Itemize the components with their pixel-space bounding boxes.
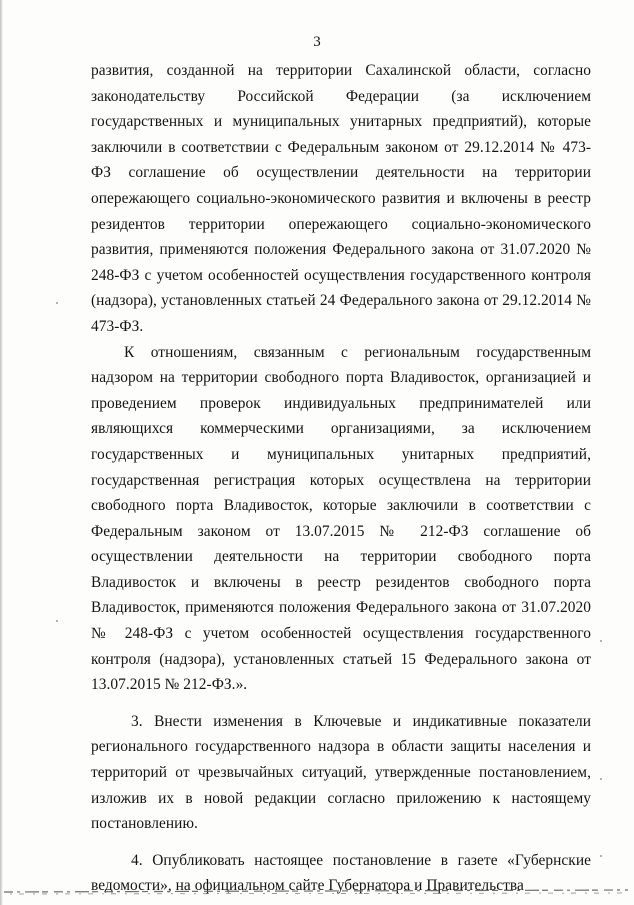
paragraph-item-4: 4. Опубликовать настоящее постановление в газете «Губернские ведомости», на официальном сайте Губернатора и Правительства <box>91 851 591 895</box>
paragraph-free-port: К отношениям, связанным с региональным государственным надзором на территории свободного порта Владивосток, организацией и проведением проверок индивидуальных предпринимателей или являющихся коммерческими организациями, за исключением государственных и муниципальных унитарных предприятий, государственная регистрация которых осуществлена на территории свободного порта Владивосток, которые заключили в соответствии с Федеральным законом от 13.07.2015 № 212-ФЗ соглашение об осуществлении деятельности на территории свободного порта Владивосток и включены в реестр резидентов свободного порта Владивосток, применяются положения Федерального закона от 31.07.2020 № 248-ФЗ с учетом особенностей осуществления государственного контроля (надзора), установленных статьей 15 Федерального закона от 13.07.2015 № 212-ФЗ.». <box>91 343 591 694</box>
scan-speck <box>56 620 58 622</box>
paragraph-continuation: развития, созданной на территории Сахалинской области, согласно законодательству Российской Федерации (за исключением государственных и муниципальных унитарных предприятий), которые заключили в соответствии с Федеральным законом от 29.12.2014 № 473-ФЗ соглашение об осуществлении деятельности на территории опережающего социально-экономического развития и включены в реестр резидентов территории опережающего социально-экономического развития, применяются положения Федерального закона от 31.07.2020 № 248-ФЗ с учетом особенностей осуществления государственного контроля (надзора), установленных статьей 24 Федерального закона от 29.12.2014 № 473-ФЗ. <box>91 62 591 335</box>
scan-speck <box>600 855 602 857</box>
scan-speck <box>600 778 602 780</box>
scan-speck <box>600 640 602 642</box>
page-number: 3 <box>313 34 321 50</box>
scan-bottom-artifact <box>0 885 634 897</box>
document-body <box>91 58 591 899</box>
scan-speck <box>56 302 58 304</box>
scan-left-edge <box>0 0 3 905</box>
paragraph-item-3: 3. Внести изменения в Ключевые и индикативные показатели регионального государственного надзора в области защиты населения и территорий от чрезвычайных ситуаций, утвержденные постановлением, изложив их в новой редакции согласно приложению к настоящему постановлению. <box>91 712 591 833</box>
